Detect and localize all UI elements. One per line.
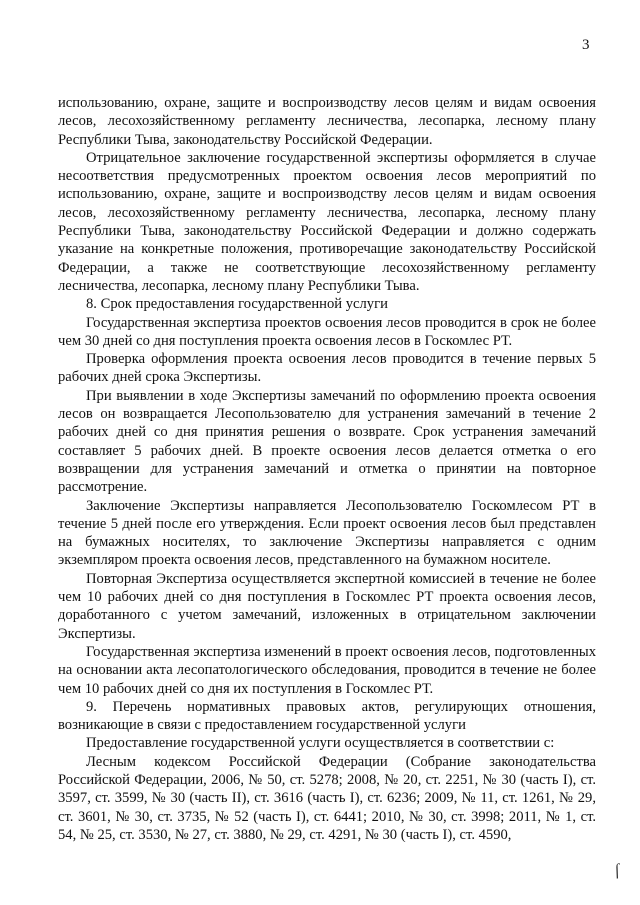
handwritten-mark: ſ — [613, 861, 622, 880]
paragraph-forest-code: Лесным кодексом Российской Федерации (Собрание законодательства Российской Федерации, 2006, № 50, ст. 5278; 2008, № 20, ст. 2251, № 30 (часть I), ст. 3597, ст. 3599, № 30 (часть II), ст. 3616 (часть I), ст. 6236; 2009, № 11, ст. 1261, № 29, ст. 3601, № 30, ст. 3735, № 52 (часть I), ст. 6441; 2010, № 30, ст. 3998; 2011, № 1, ст. 54, № 25, ст. 3530, № 27, ст. 3880, № 29, ст. 4291, № 30 (часть I), ст. 4590, — [58, 753, 596, 843]
paragraph-accordance: Предоставление государственной услуги осуществляется в соответствии с: — [86, 735, 555, 752]
paragraph-expertise-term: Государственная экспертиза проектов освоения лесов проводится в срок не более чем 30 дней со дня поступления проекта освоения лесов в Госкомлес РТ. — [58, 314, 596, 349]
paragraph-remarks: При выявлении в ходе Экспертизы замечаний по оформлению проекта освоения лесов он возвращается Лесопользователю для устранения замечаний в течение 2 рабочих дней со дня принятия решения о возврате. Срок устранения замечаний составляет 5 рабочих дней. В проекте освоения лесов делается отметка о его возвращении для устранения замечаний и отметка о принятии на повторное рассмотрение. — [58, 387, 596, 496]
paragraph-changes-expertise: Государственная экспертиза изменений в проект освоения лесов, подготовленных на основании акта лесопатологического обследования, проводится в течение не более чем 10 рабочих дней со дня их поступления в Госкомлес РТ. — [58, 643, 596, 697]
paragraph-conclusion-delivery: Заключение Экспертизы направляется Лесопользователю Госкомлесом РТ в течение 5 дней после его утверждения. Если проект освоения лесов был представлен на бумажных носителях, то заключение Экспертизы направляется с одним экземпляром проекта освоения лесов, представленного на бумажном носителе. — [58, 497, 596, 569]
document-body — [58, 94, 596, 844]
section-heading-8: 8. Срок предоставления государственной услуги — [86, 296, 388, 313]
paragraph-negative-conclusion: Отрицательное заключение государственной экспертизы оформляется в случае несоответствия предусмотренных проектом освоения лесов мероприятий по использованию, охране, защите и воспроизводству лесов целям и видам освоения лесов, лесохозяйственному регламенту лесничества, лесопарка, лесному плану Республики Тыва, законодательству Российской Федерации и должно содержать указание на конкретные положения, противоречащие законодательству Российской Федерации, а также не соответствующие лесохозяйственному регламенту лесничества, лесопарка, лесному плану Республики Тыва. — [58, 149, 596, 294]
paragraph-repeat-expertise: Повторная Экспертиза осуществляется экспертной комиссией в течение не более чем 10 рабочих дней со дня поступления в Госкомлес РТ проекта освоения лесов, доработанного с учетом замечаний, изложенных в отрицательном заключении Экспертизы. — [58, 570, 596, 642]
paragraph-check-period: Проверка оформления проекта освоения лесов проводится в течение первых 5 рабочих дней срока Экспертизы. — [58, 351, 596, 386]
page-number: 3 — [582, 37, 590, 53]
section-heading-9: 9. Перечень нормативных правовых актов, регулирующих отношения, возникающие в связи с предоставлением государственной услуги — [58, 698, 596, 734]
paragraph-continuation: использованию, охране, защите и воспроизводству лесов целям и видам освоения лесов, лесохозяйственному регламенту лесничества, лесопарка, лесному плану Республики Тыва, законодательству Российской Федерации. — [58, 95, 596, 148]
